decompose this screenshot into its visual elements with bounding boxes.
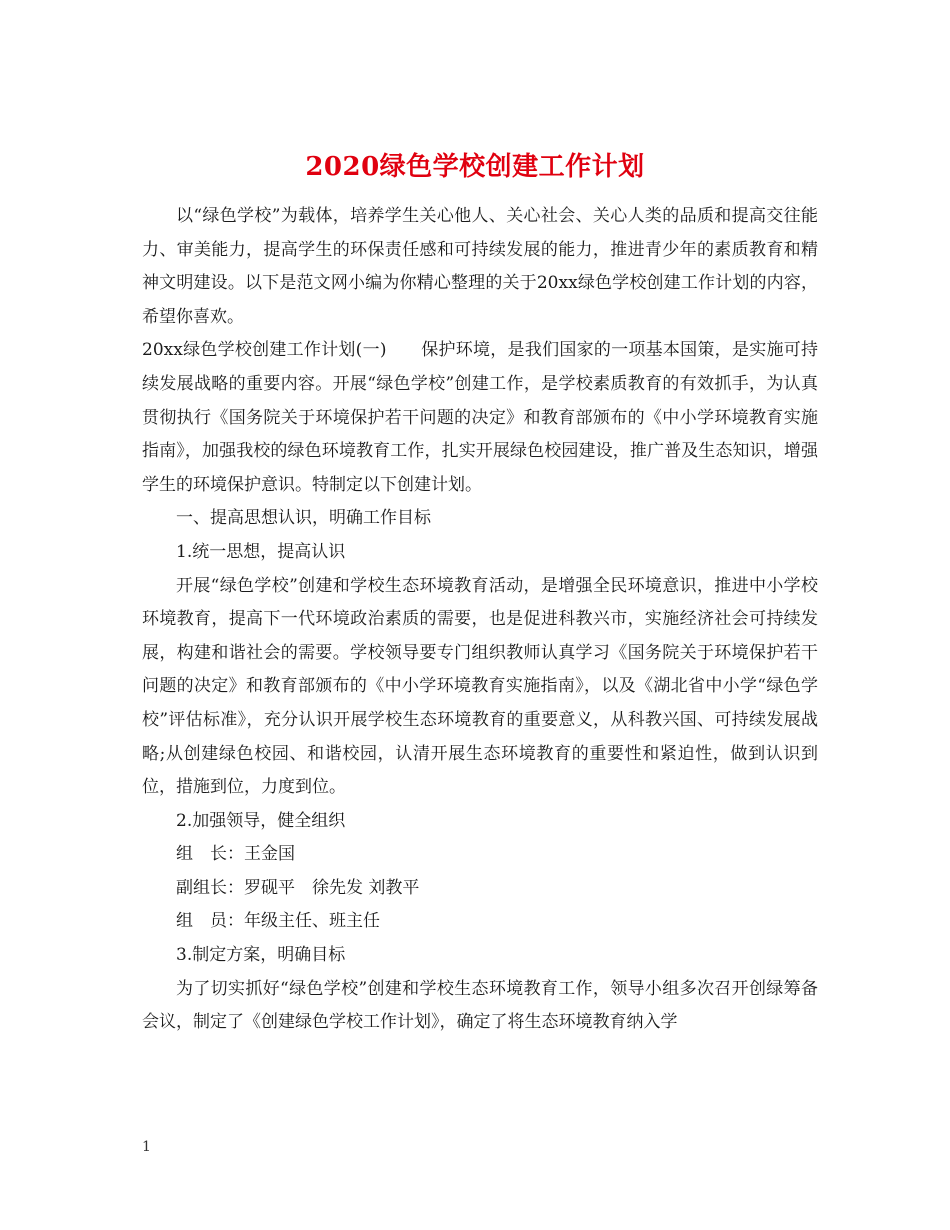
page-number: 1 xyxy=(142,1139,151,1155)
paragraph: 1.统一思想，提高认识 xyxy=(176,541,346,562)
paragraph: 20xx绿色学校创建工作计划(一) 保护环境，是我们国家的一项基本国策，是实施可持续发展战略的重要内容。开展“绿色学校”创建工作，是学校素质教育的有效抓手，为认真贯彻执行《国务院关于环境保护若干问题的决定》和教育部颁布的《中小学环境教育实施指南》，加强我校的绿色环境教育工作，扎实开展绿色校园建设，推广普及生态知识，增强学生的环境保护意识。特制定以下创建计划。 xyxy=(142,340,818,495)
paragraph: 2.加强领导，健全组织 xyxy=(176,810,346,831)
paragraph: 一、提高思想认识，明确工作目标 xyxy=(176,508,431,529)
paragraph: 开展“绿色学校”创建和学校生态环境教育活动，是增强全民环境意识，推进中小学校环境教育，提高下一代环境政治素质的需要，也是促进科教兴市，实施经济社会可持续发展，构建和谐社会的需要。学校领导要专门组织教师认真学习《国务院关于环境保护若干问题的决定》和教育部颁布的《中小学环境教育实施指南》，以及《湖北省中小学“绿色学校”评估标准》，充分认识开展学校生态环境教育的重要意义，从科教兴国、可持续发展战略;从创建绿色校园、和谐校园，认清开展生态环境教育的重要性和紧迫性，做到认识到位，措施到位，力度到位。 xyxy=(142,575,818,798)
page-title: 2020绿色学校创建工作计划 xyxy=(305,152,645,183)
paragraph: 为了切实抓好“绿色学校”创建和学校生态环境教育工作，领导小组多次召开创绿筹备会议，制定了《创建绿色学校工作计划》，确定了将生态环境教育纳入学 xyxy=(142,978,818,1033)
paragraph: 组 长：王金国 xyxy=(176,844,295,865)
paragraph: 组 员：年级主任、班主任 xyxy=(176,911,380,932)
paragraph: 副组长：罗砚平 徐先发 刘教平 xyxy=(176,877,420,898)
document-body xyxy=(142,200,818,1040)
paragraph: 3.制定方案，明确目标 xyxy=(176,945,346,966)
paragraph: 以“绿色学校”为载体，培养学生关心他人、关心社会、关心人类的品质和提高交往能力、审美能力，提高学生的环保责任感和可持续发展的能力，推进青少年的素质教育和精神文明建设。以下是范文网小编为你精心整理的关于20xx绿色学校创建工作计划的内容，希望你喜欢。 xyxy=(142,206,818,327)
